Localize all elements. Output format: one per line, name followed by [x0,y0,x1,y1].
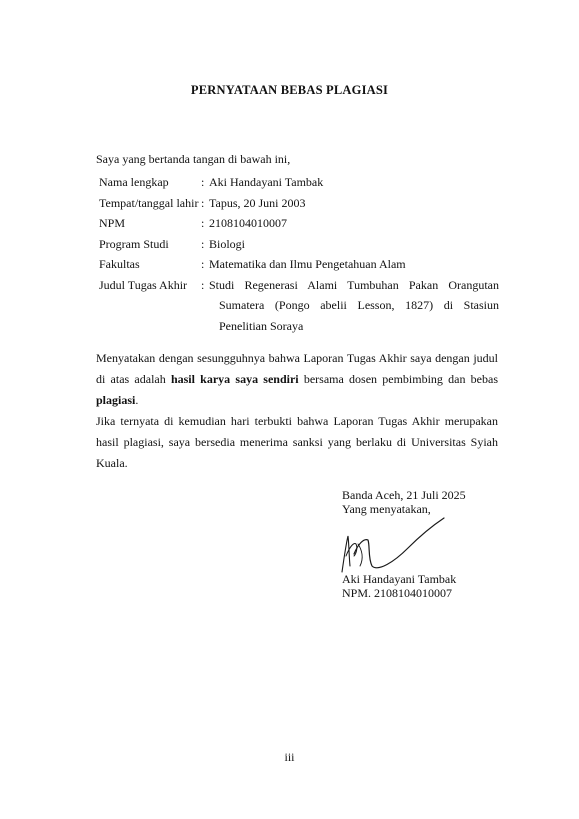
field-label: Tempat/tanggal lahir [99,195,199,210]
field-colon: : [201,195,205,210]
signer-name: Aki Handayani Tambak [342,572,457,586]
field-value: Aki Handayani Tambak [209,175,324,189]
thesis-title-rest: Sumatera (Pongo abelii Lesson, 1827) di Stasiun Penelitian Soraya [219,298,499,333]
field-row-faculty [99,254,499,275]
field-colon: : [201,175,205,189]
place-date: Banda Aceh, 21 Juli 2025 [342,488,466,502]
page-title: PERNYATAAN BEBAS PLAGIASI [190,83,389,97]
field-value: Matematika dan Ilmu Pengetahuan Alam [209,257,406,271]
field-label: Judul Tugas Akhir [99,277,188,292]
field-label: Program Studi [99,236,169,251]
field-label: Nama lengkap [99,175,169,189]
closing-text: Yang menyatakan, [342,502,431,516]
field-row-program [99,234,499,255]
field-colon: : [201,236,205,251]
statement-text: bersama dosen pembimbing dan bebas [298,372,498,386]
field-label: Fakultas [99,257,140,271]
field-row-birth [99,193,499,214]
field-row-name [99,172,499,193]
statement-text: . [135,393,139,407]
consequence-paragraph: Jika ternyata di kemudian hari terbukti bahwa Laporan Tugas Akhir merupakan hasil plagiasi, saya bersedia menerima sanksi yang berlaku di Universitas Syiah Kuala. [96,414,498,470]
field-value: Biologi [209,236,246,251]
handwritten-signature [336,514,448,574]
signature-header [342,488,466,516]
field-row-thesis-title [99,275,499,337]
thesis-title-line1: Studi Regenerasi Alami Tumbuhan Pakan Orangutan [209,277,499,292]
field-colon: : [201,216,205,230]
field-label: NPM [99,216,126,230]
signer-npm: NPM. 2108104010007 [342,586,453,600]
statement-bold-own-work: hasil karya saya sendiri [170,372,299,386]
signature-footer [342,572,456,600]
statement-text: Menyatakan dengan sesungguhnya bahwa Laporan Tugas Akhir saya dengan judul di atas adalah [96,351,498,386]
intro-text: Saya yang bertanda tangan di bawah ini, [96,152,291,166]
field-value: Tapus, 20 Juni 2003 [209,195,306,210]
identity-table [99,172,499,336]
field-row-npm [99,213,499,234]
statement-bold-plagiarism: plagiasi [96,393,136,407]
field-value: 2108104010007 [209,216,287,230]
field-value [209,275,499,337]
field-colon: : [201,257,205,271]
statement-paragraph [96,348,498,411]
field-colon: : [201,277,205,292]
page-number: iii [284,750,295,764]
